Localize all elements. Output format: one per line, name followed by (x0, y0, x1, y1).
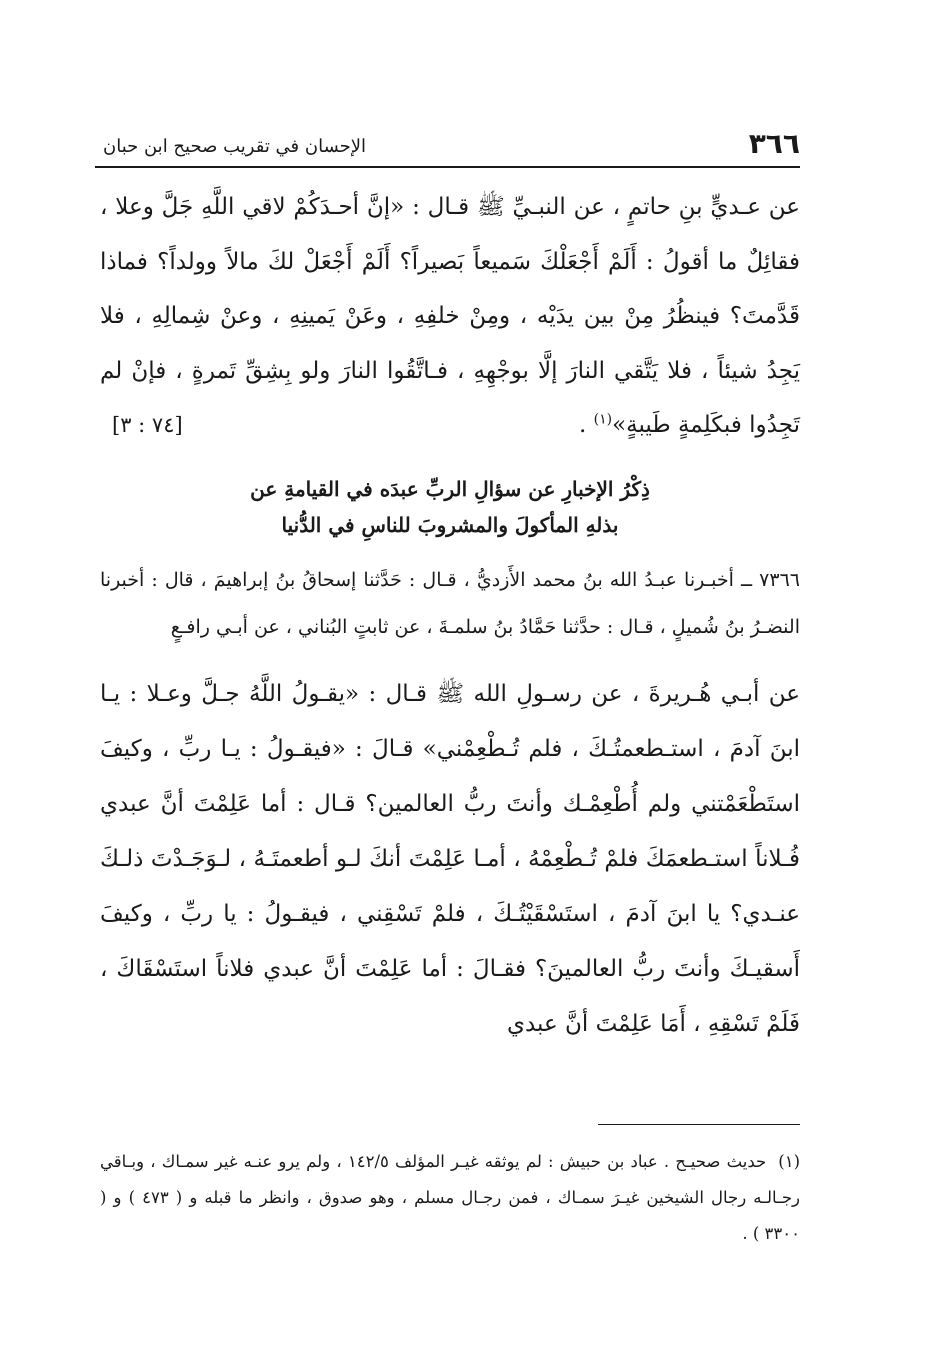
hadith-1-paragraph (100, 180, 800, 453)
hadith-2-chain: ٧٣٦٦ ــ أخبـرنا عبـدُ الله بنُ محمد الأَزديُّ ، قـال : حَدَّثنا إسحاقُ بنُ إبراهيمَ ، قال : أخبرنا النضـرُ بنُ شُميلٍ ، قـال : حدَّثنا حَمَّادُ بنُ سلمـةَ ، عن ثابتٍ البُناني ، عن أبـي رافـعٍ (100, 568, 800, 638)
hadith-1-end-mark: . (578, 412, 587, 439)
footnote-1-text: حديث صحيـح . عباد بن حبيش : لم يوثقه غيـر المؤلف ١٤٢/٥ ، ولم يرو عنـه غير سمـاك ، وبـاقي رجـالـه رجال الشيخين غيـرَ سمـاك ، فمن رجـال مسلم ، وهو صدوق ، وانظر ما قبله و ( ٤٧٣ ) و ( ٣٣٠٠ ) . (100, 1152, 801, 1243)
hadith-2-text: عن أبـي هُـريرةَ ، عن رسـولِ الله ﷺ قـال : «يقـولُ اللَّهُ جـلَّ وعـلا : يـا ابنَ آدمَ ، استـطعمتُـكَ ، فلم تُـطْعِمْني» قـالَ : «فيقـولُ : يـا ربِّ ، وكيفَ استَطْعَمْتني ولم أُطْعِمْـك وأنتَ ربُّ العالمين؟ قـال : أما عَلِمْتَ أنَّ عبدي فُـلاناً استـطعمَكَ فلمْ تُـطْعِمْهُ ، أمـا عَلِمْتَ أنكَ لـو أطعمتَـهُ ، لـوَجَـدْتَ ذلـكَ عنـدي؟ يا ابنَ آدمَ ، استَسْقَيْتُـكَ ، فلمْ تَسْقِني ، فيقـولُ : يا ربِّ ، وكيفَ أَسقيـكَ وأنتَ ربُّ العالمينَ؟ فقـالَ : أما عَلِمْتَ أنَّ عبدي فلاناً استَسْقَاكَ ، فَلَمْ تَسْقِهِ ، أَمَا عَلِمْتَ أنَّ عبدي (100, 680, 800, 1037)
running-title: الإحسان في تقريب صحيح ابن حبان (103, 136, 367, 157)
header-rule (95, 166, 800, 168)
hadith-1-text: عن عـديٍّ بنِ حاتمٍ ، عن النبـيِّ ﷺ قـال : «إنَّ أحـدَكُمْ لاقي اللَّهِ جَلَّ وعلا ، فقائِلٌ ما أقولُ : أَلَمْ أَجْعَلْكَ سَميعاً بَصيراً؟ أَلَمْ أَجْعَلْ لكَ مالاً وولداً؟ فماذا قَدَّمتَ؟ فينظُرُ مِنْ بين يدَيْه ، ومِنْ خلفِهِ ، وعَنْ يَمينِهِ ، وعنْ شِمالِهِ ، فلا يَجِدُ شيئاً ، فلا يَتَّقي النارَ إلَّا بوجْهِهِ ، فـاتَّقُوا النارَ ولو بِشِقِّ تَمرةٍ ، فإنْ لم تَجِدُوا فبكَلِمةٍ طَيبةٍ» (100, 194, 800, 439)
section-heading-line-2: بذلهِ المأكولَ والمشروبَ للناسِ في الدُّنيا (281, 512, 619, 537)
footnote-marker: (١) (593, 411, 613, 428)
section-heading-line-1: ذِكْرُ الإخبارِ عن سؤالِ الربِّ عبدَه في القيامةِ عن (250, 476, 650, 501)
main-text (100, 180, 800, 1052)
footnote-rule (598, 1124, 800, 1125)
section-heading (100, 471, 800, 543)
page-number: ٣٦٦ (748, 127, 800, 160)
running-header (95, 122, 800, 162)
footnotes (100, 1144, 800, 1252)
footnote-1-marker: (١) (778, 1152, 800, 1171)
hadith-1-reference: [٧٤ : ٣] (112, 413, 183, 438)
